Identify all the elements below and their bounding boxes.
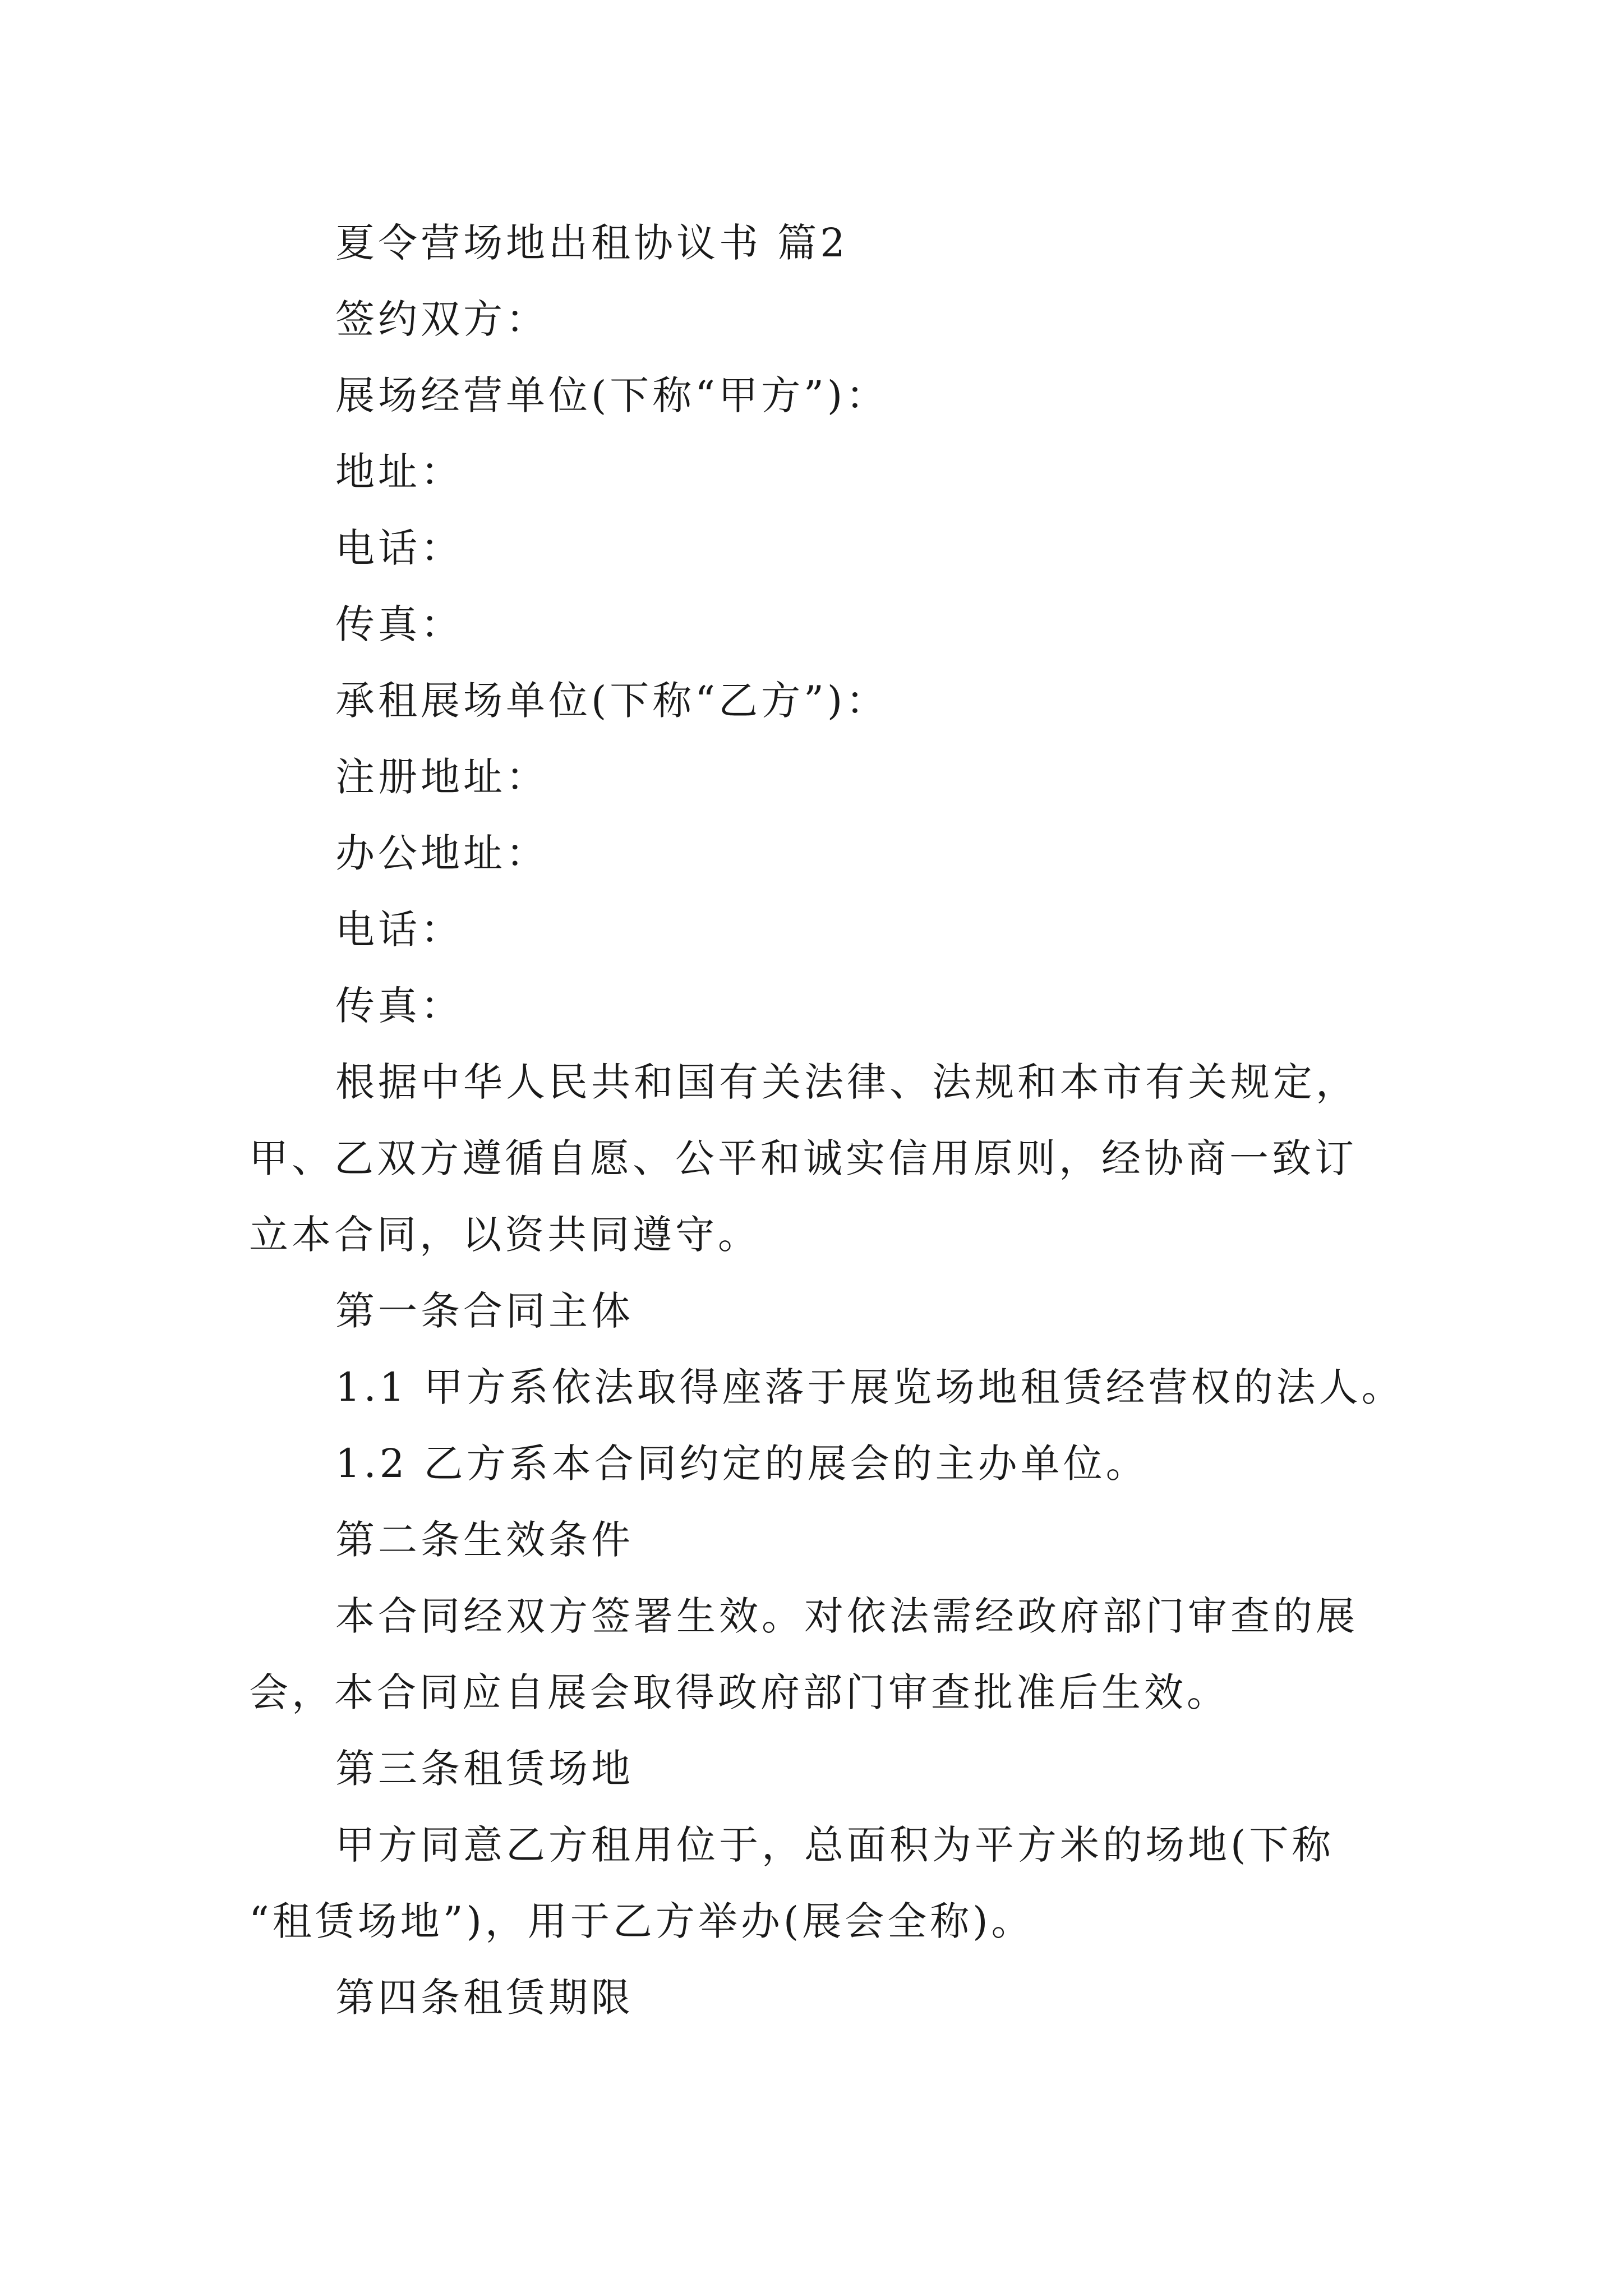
party-b-office-address: 办公地址： — [335, 830, 548, 876]
article-2-body-line: 本合同经双方签署生效。对依法需经政府部门审查的展 — [335, 1593, 1358, 1639]
document-title: 夏令营场地出租协议书 篇2 — [335, 220, 849, 266]
party-b-registered-address: 注册地址： — [335, 754, 548, 800]
article-3-heading: 第三条租赁场地 — [335, 1746, 634, 1792]
signing-parties-label: 签约双方： — [335, 296, 548, 342]
clause-1-2: 1.2 乙方系本合同约定的展会的主办单位。 — [335, 1441, 1149, 1487]
party-b-phone: 电话： — [335, 907, 463, 953]
party-b-fax: 传真： — [335, 983, 463, 1029]
preamble-line: 根据中华人民共和国有关法律、法规和本市有关规定， — [335, 1059, 1358, 1105]
clause-1-1: 1.1 甲方系依法取得座落于展览场地租赁经营权的法人。 — [335, 1364, 1404, 1410]
preamble-line: 甲、乙双方遵循自愿、公平和诚实信用原则，经协商一致订 — [249, 1135, 1357, 1181]
article-4-heading: 第四条租赁期限 — [335, 1975, 634, 2021]
party-a-label: 展场经营单位(下称“甲方”)： — [335, 372, 889, 418]
preamble-line: 立本合同，以资共同遵守。 — [249, 1212, 760, 1258]
article-3-body-line: 甲方同意乙方租用位于，总面积为平方米的场地(下称 — [335, 1822, 1335, 1868]
party-b-label: 承租展场单位(下称“乙方”)： — [335, 678, 889, 724]
party-a-phone: 电话： — [335, 525, 463, 571]
article-2-heading: 第二条生效条件 — [335, 1517, 634, 1563]
party-a-fax: 传真： — [335, 601, 463, 647]
article-1-heading: 第一条合同主体 — [335, 1288, 634, 1334]
party-a-address: 地址： — [335, 449, 463, 495]
article-2-body-line: 会，本合同应自展会取得政府部门审查批准后生效。 — [249, 1669, 1229, 1715]
article-3-body-line: “租赁场地”)，用于乙方举办(展会全称)。 — [249, 1898, 1034, 1944]
